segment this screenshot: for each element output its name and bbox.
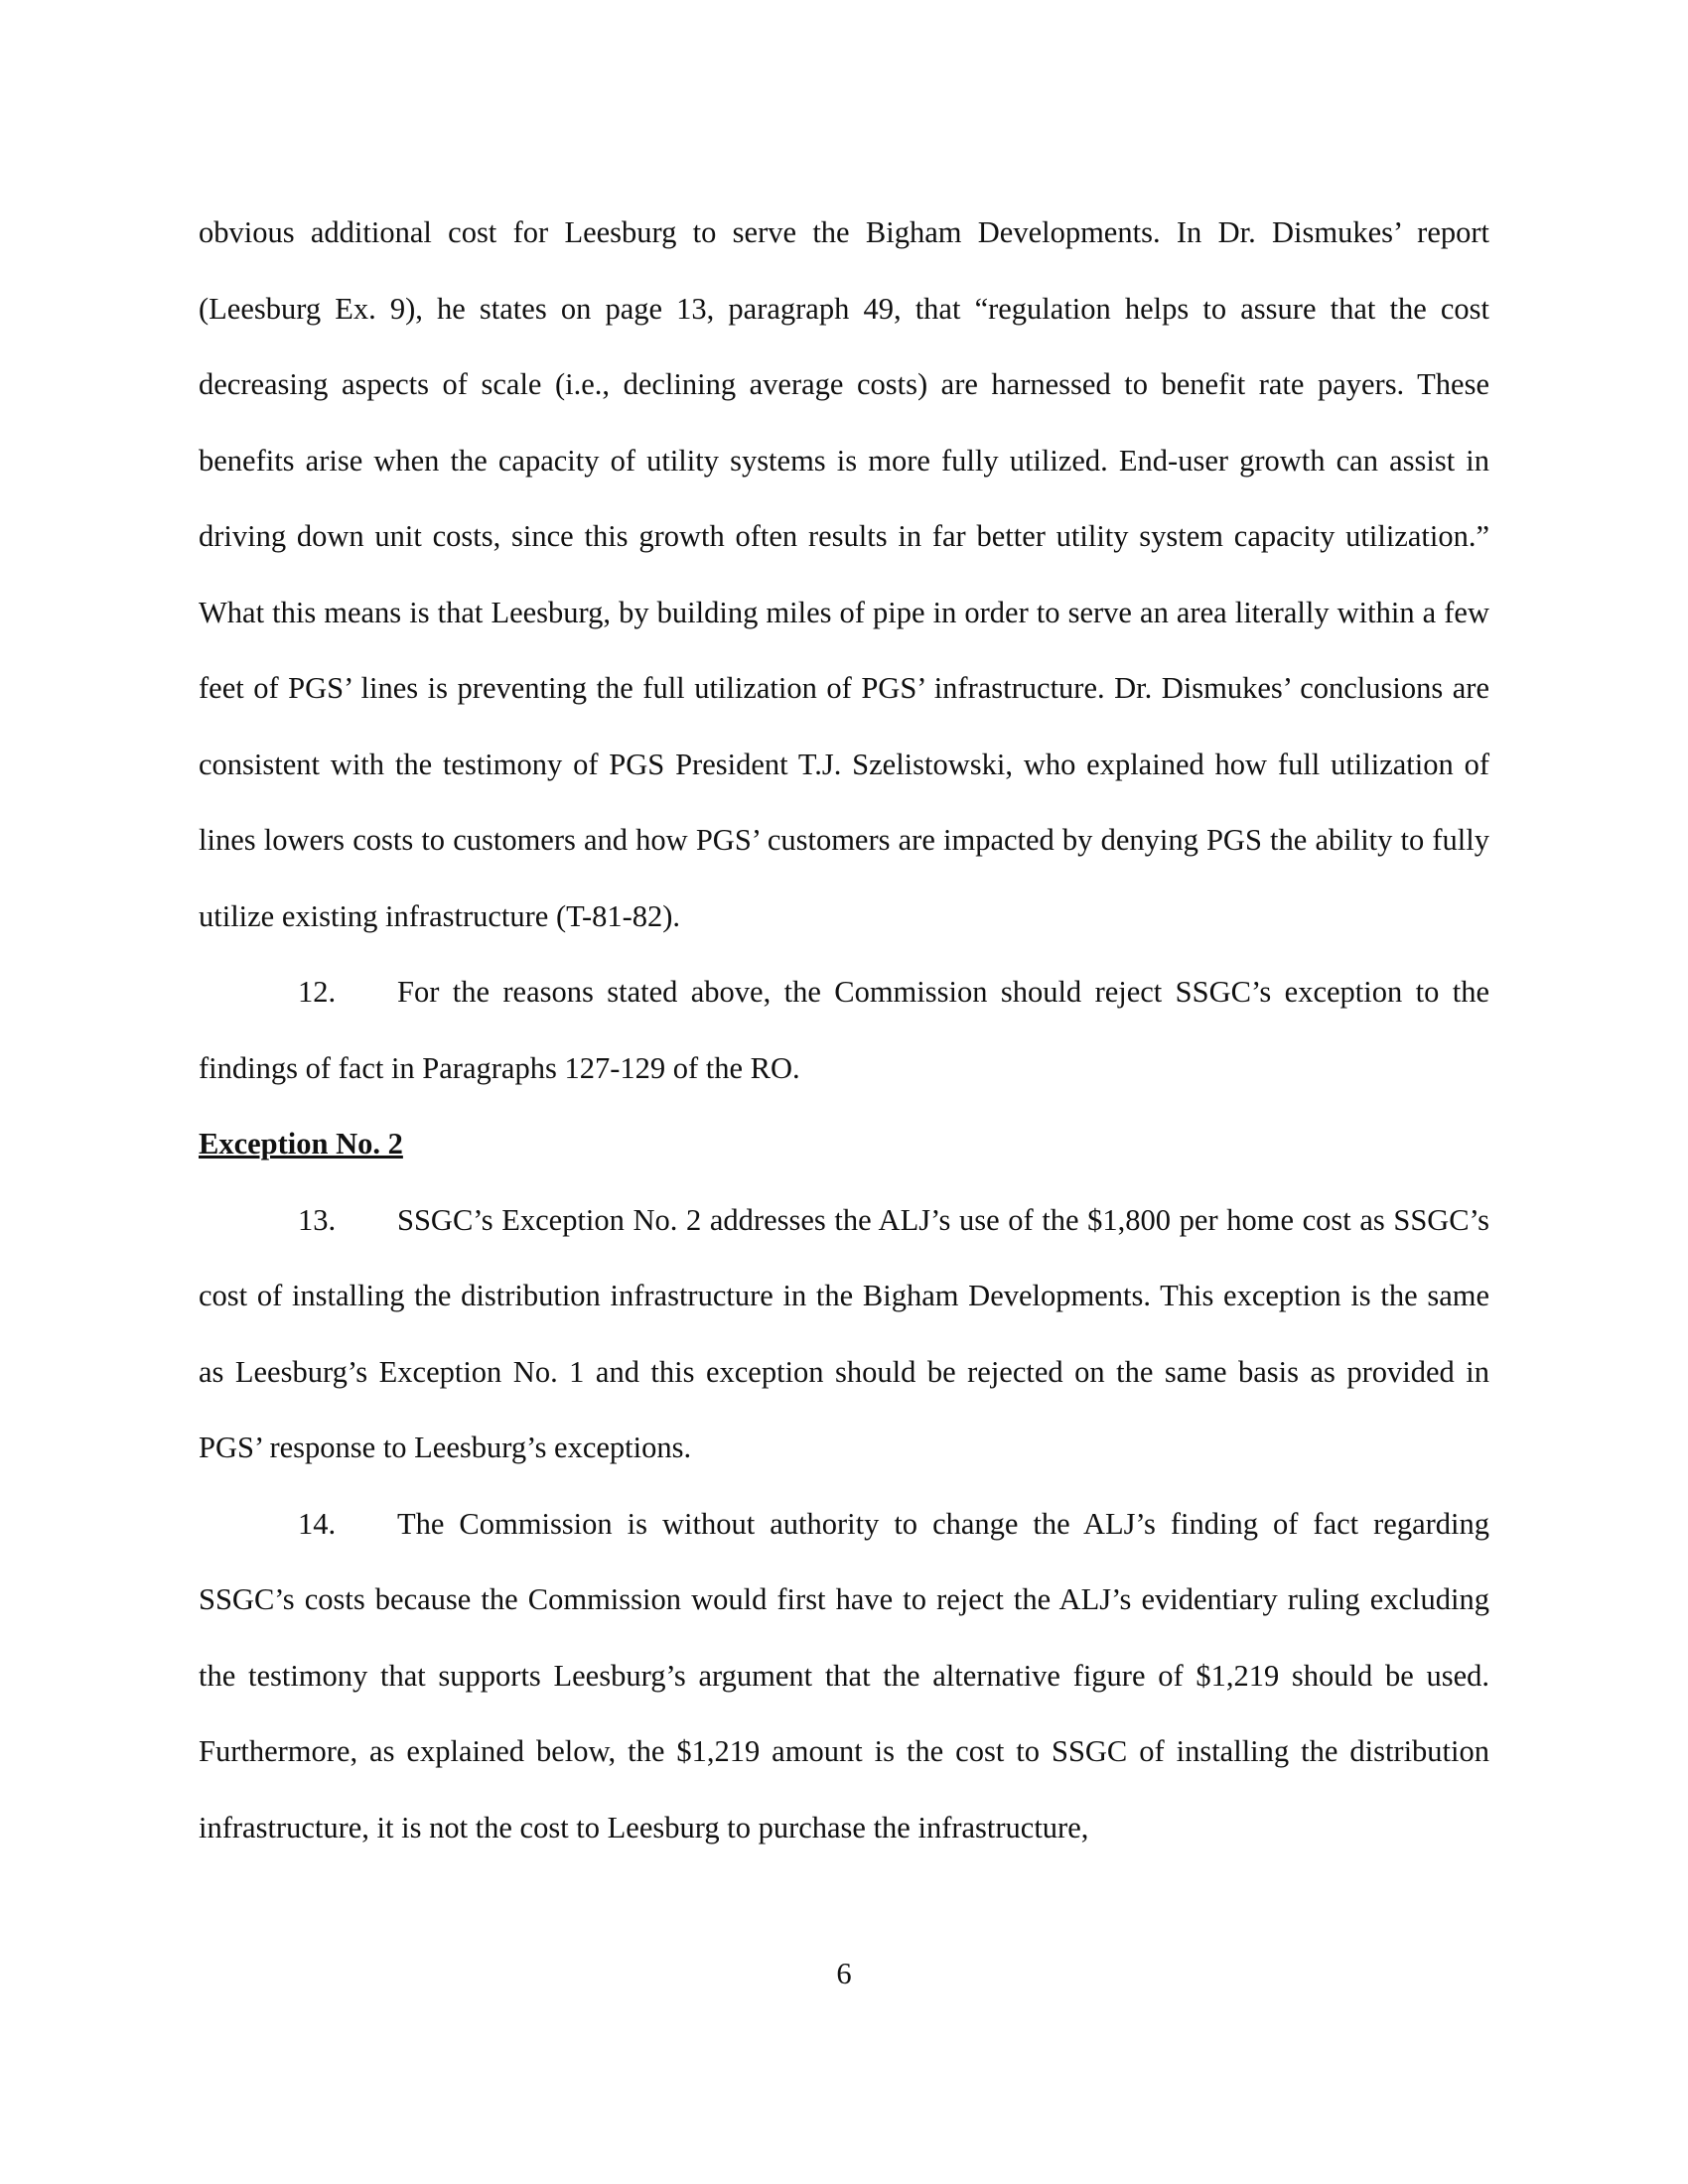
paragraph-text: For the reasons stated above, the Commission should reject SSGC’s exception to the findings of fact in Paragraphs 127-129 of the RO. (199, 975, 1489, 1085)
paragraph-number: 13. (298, 1202, 337, 1237)
section-heading: Exception No. 2 (199, 1127, 403, 1160)
paragraph-number: 14. (298, 1506, 337, 1541)
paragraph-continued: obvious additional cost for Leesburg to serve the Bigham Developments. In Dr. Dismukes’ report (Leesburg Ex. 9), he states on page 13, paragraph 49, that “regulation helps to assure that the cost decreasing aspects of scale (i.e., declining average costs) are harnessed to benefit rate payers. These benefits arise when the capacity of utility systems is more fully utilized. End-user growth can assist in driving down unit costs, since this growth often results in far better utility system capacity utilization.” What this means is that Leesburg, by building miles of pipe in order to serve an area literally within a few feet of PGS’ lines is preventing the full utilization of PGS’ infrastructure. Dr. Dismukes’ conclusions are consistent with the testimony of PGS President T.J. Szelistowski, who explained how full utilization of lines lowers costs to customers and how PGS’ customers are impacted by denying PGS the ability to fully utilize existing infrastructure (T-81-82). (199, 215, 1489, 933)
paragraph-text: The Commission is without authority to change the ALJ’s finding of fact regarding SSGC’s costs because the Commission would first have to reject the ALJ’s evidentiary ruling excluding the testimony that supports Leesburg’s argument that the alternative figure of $1,219 should be used. Furthermore, as explained below, the $1,219 amount is the cost to SSGC of installing the distribution infrastructure, it is not the cost to Leesburg to purchase the infrastructure, (199, 1506, 1489, 1844)
paragraph-14 (199, 1486, 1489, 1866)
paragraph-number: 12. (298, 975, 337, 1009)
paragraph-13 (199, 1182, 1489, 1486)
paragraph-12 (199, 954, 1489, 1106)
body-text (199, 195, 1489, 1865)
paragraph-text: SSGC’s Exception No. 2 addresses the ALJ’s use of the $1,800 per home cost as SSGC’s cost of installing the distribution infrastructure in the Bigham Developments. This exception is the same as Leesburg’s Exception No. 1 and this exception should be rejected on the same basis as provided in PGS’ response to Leesburg’s exceptions. (199, 1202, 1489, 1464)
page-number: 6 (836, 1957, 852, 1990)
